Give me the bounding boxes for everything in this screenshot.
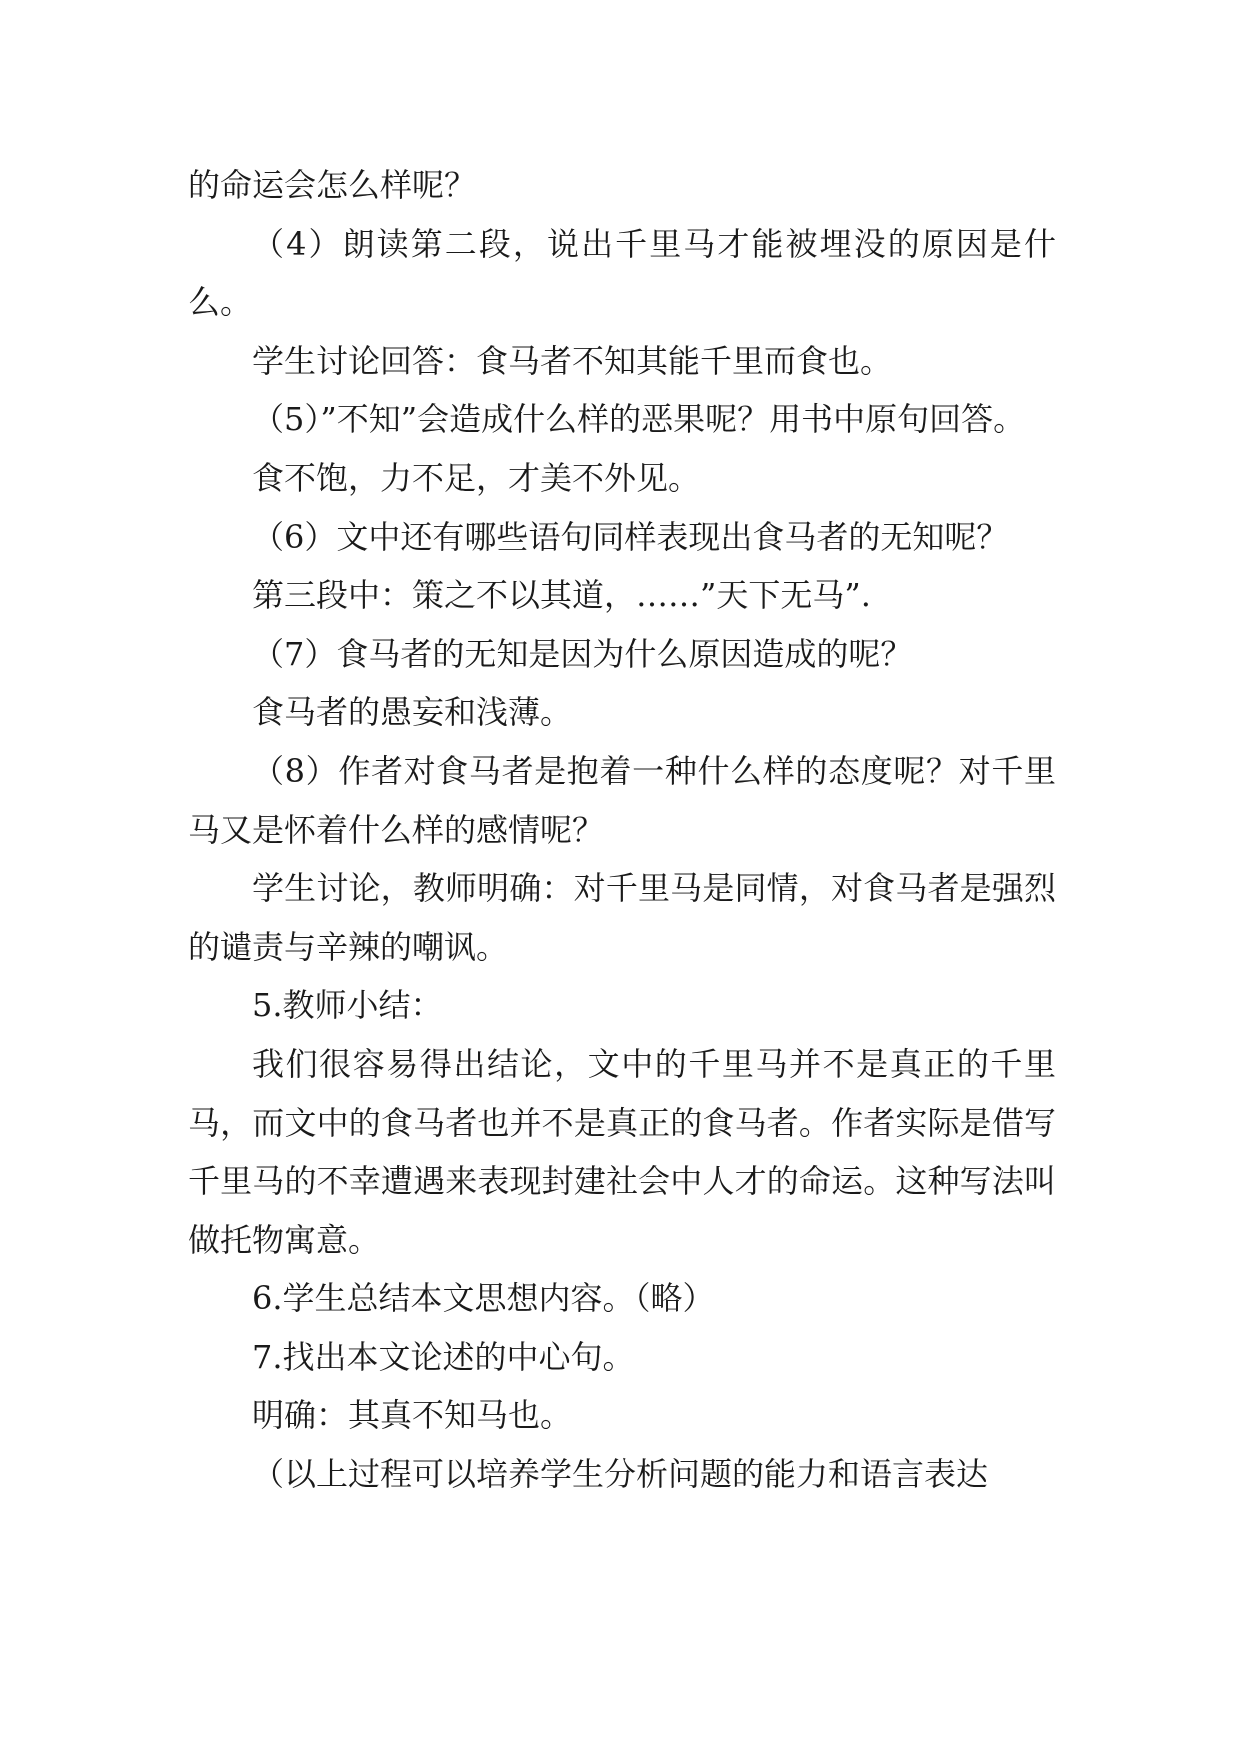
body-text	[188, 156, 1056, 1504]
step-7: 7.找出本文论述的中心句。	[252, 1337, 635, 1376]
answer-4: 学生讨论回答：食马者不知其能千里而食也。	[252, 341, 893, 380]
answer-5: 食不饱，力不足，才美不外见。	[252, 458, 701, 497]
question-6: （6）文中还有哪些语句同样表现出食马者的无知呢？	[252, 517, 1009, 556]
process-note: （以上过程可以培养学生分析问题的能力和语言表达	[252, 1455, 989, 1494]
step-7-answer: 明确：其真不知马也。	[252, 1396, 573, 1435]
question-5: （5）”不知”会造成什么样的恶果呢？用书中原句回答。	[252, 400, 1026, 439]
step-6: 6.学生总结本文思想内容。（略）	[252, 1279, 715, 1318]
answer-7: 食马者的愚妄和浅薄。	[252, 693, 573, 732]
step-5-heading: 5.教师小结：	[252, 986, 443, 1025]
teacher-summary: 我们很容易得出结论，文中的千里马并不是真正的千里马，而文中的食马者也并不是真正的食马者。作者实际是借写千里马的不幸遭遇来表现封建社会中人才的命运。这种写法叫做托物寓意。	[188, 1044, 1056, 1259]
question-4: （4）朗读第二段，说出千里马才能被埋没的原因是什么。	[188, 224, 1056, 322]
paragraph-continuation: 的命运会怎么样呢？	[188, 166, 477, 204]
question-8: （8）作者对食马者是抱着一种什么样的态度呢？对千里马又是怀着什么样的感情呢？	[188, 751, 1056, 849]
answer-6: 第三段中：策之不以其道，……”天下无马”.	[252, 576, 871, 615]
answer-8: 学生讨论，教师明确：对千里马是同情，对食马者是强烈的谴责与辛辣的嘲讽。	[188, 869, 1056, 966]
question-7: （7）食马者的无知是因为什么原因造成的呢？	[252, 634, 913, 673]
